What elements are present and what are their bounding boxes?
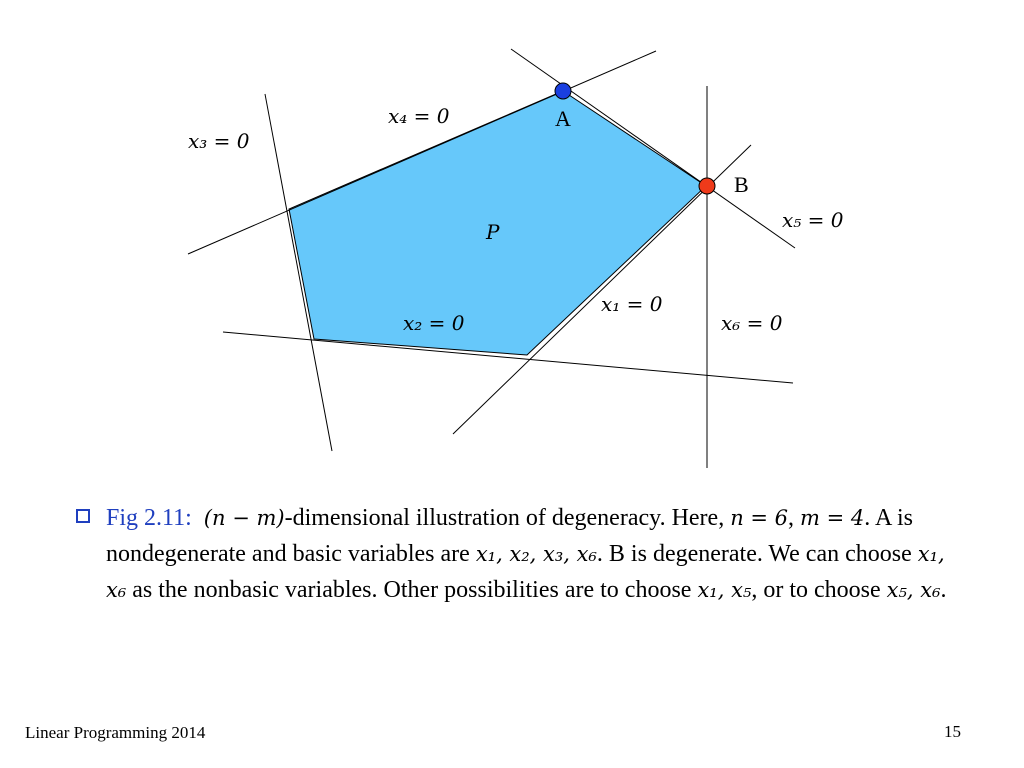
caption-text: as the nonbasic variables. Other possibilities are to choose bbox=[126, 577, 698, 603]
page-number: 15 bbox=[944, 722, 961, 741]
label-x4: x₄ = 0 bbox=[388, 104, 450, 128]
figure-number: Fig 2.11: bbox=[106, 505, 192, 531]
point-a-marker bbox=[555, 83, 571, 99]
caption-text: . bbox=[940, 577, 947, 603]
label-x3: x₃ = 0 bbox=[188, 129, 250, 153]
label-x5: x₅ = 0 bbox=[782, 208, 844, 232]
label-region-p: P bbox=[486, 220, 500, 244]
math-nonbasic-vars: x₁, x₆ bbox=[106, 542, 945, 602]
caption-text: -dimensional illustration of degeneracy. Here, bbox=[284, 505, 731, 531]
math-option-2: x₅, x₆ bbox=[886, 578, 941, 602]
label-x6: x₆ = 0 bbox=[721, 311, 783, 335]
caption-text: , bbox=[788, 505, 795, 531]
label-x2: x₂ = 0 bbox=[403, 311, 465, 335]
label-point-b: B bbox=[734, 172, 749, 197]
math-n: n = 6 bbox=[730, 506, 789, 530]
caption-text: . A is nondegenerate and basic variables are bbox=[106, 505, 913, 567]
checkbox-bullet-icon bbox=[76, 509, 90, 523]
label-point-a: A bbox=[555, 106, 571, 131]
math-option-1: x₁, x₅ bbox=[697, 578, 752, 602]
math-basic-vars-a: x₁, x₂, x₃, x₆ bbox=[475, 542, 597, 566]
caption-text: , or to choose bbox=[751, 577, 887, 603]
caption-text: . B is degenerate. We can choose bbox=[596, 541, 918, 567]
point-b-marker bbox=[699, 178, 715, 194]
label-x1: x₁ = 0 bbox=[601, 292, 663, 316]
math-n-minus-m: (n − m) bbox=[203, 506, 285, 530]
footer-title: Linear Programming 2014 bbox=[25, 723, 206, 742]
math-m: m = 4 bbox=[800, 506, 865, 530]
figure-caption bbox=[78, 500, 958, 608]
